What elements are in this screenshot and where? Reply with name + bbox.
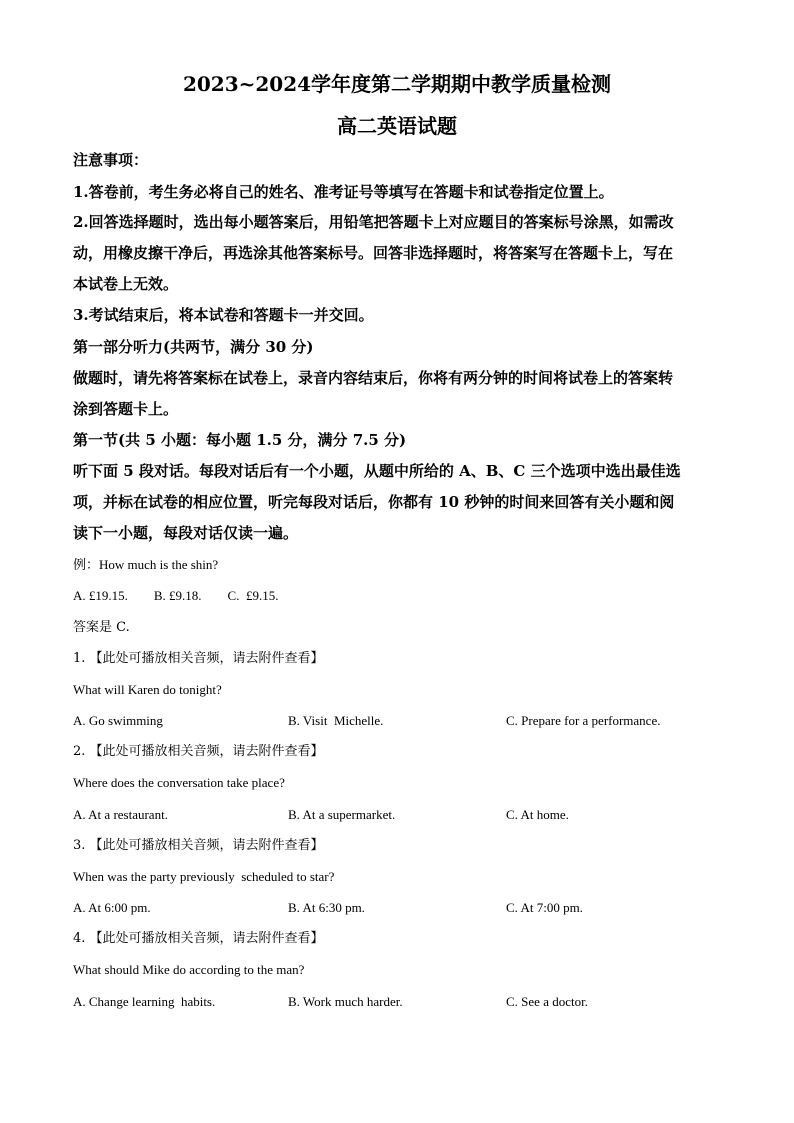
- notice-item-2-line-2: 动，用橡皮擦干净后，再选涂其他答案标号。回答非选择题时，将答案写在答题卡上，写在: [73, 244, 674, 262]
- question-2-text: Where does the conversation take place?: [73, 775, 285, 790]
- question-1-audio: 1. 【此处可播放相关音频，请去附件查看】: [73, 651, 324, 666]
- exam-subtitle: 高二英语试题: [337, 114, 457, 138]
- question-1-text: What will Karen do tonight?: [73, 682, 222, 697]
- question-2-audio: 2. 【此处可播放相关音频，请去附件查看】: [73, 744, 324, 759]
- question-3-text: When was the party previously scheduled to star?: [73, 869, 335, 884]
- question-4-option-a: A. Change learning habits.: [73, 994, 216, 1009]
- question-2-option-c: C. At home.: [506, 807, 569, 822]
- question-4-text: What should Mike do according to the man?: [73, 962, 305, 977]
- question-1-option-c: C. Prepare for a performance.: [506, 713, 661, 728]
- part1-intro-line-2: 涂到答题卡上。: [73, 400, 179, 418]
- example-options: A. £19.15. B. £9.18. C. £9.15.: [73, 588, 279, 603]
- example-question: 例：How much is the shin?: [73, 557, 219, 572]
- part1-heading: 第一部分听力(共两节，满分 30 分): [73, 338, 314, 356]
- section1-instr-line-2: 项，并标在试卷的相应位置，听完每段对话后，你都有 10 秒钟的时间来回答有关小题和阅: [73, 493, 675, 511]
- section1-heading: 第一节(共 5 小题：每小题 1.5 分，满分 7.5 分): [73, 431, 407, 449]
- question-1-option-b: B. Visit Michelle.: [288, 713, 384, 728]
- section1-instr-line-1: 听下面 5 段对话。每段对话后有一个小题，从题中所给的 A、B、C 三个选项中选出最佳选: [73, 462, 681, 480]
- question-3-option-a: A. At 6:00 pm.: [73, 900, 151, 915]
- question-2-option-b: B. At a supermarket.: [288, 807, 396, 822]
- part1-intro-line-1: 做题时，请先将答案标在试卷上，录音内容结束后，你将有两分钟的时间将试卷上的答案转: [73, 369, 674, 387]
- notice-item-2-line-1: 2.回答选择题时，选出每小题答案后，用铅笔把答题卡上对应题目的答案标号涂黑，如需改: [73, 213, 674, 231]
- question-3-option-b: B. At 6:30 pm.: [288, 900, 365, 915]
- question-1-option-a: A. Go swimming: [73, 713, 163, 728]
- notice-item-1: 1.答卷前，考生务必将自己的姓名、准考证号等填写在答题卡和试卷指定位置上。: [73, 183, 614, 201]
- notice-item-2-line-3: 本试卷上无效。: [73, 275, 179, 293]
- exam-title: 2023~2024学年度第二学期期中教学质量检测: [182, 72, 612, 96]
- question-3-audio: 3. 【此处可播放相关音频，请去附件查看】: [73, 838, 324, 853]
- question-4-option-c: C. See a doctor.: [506, 994, 588, 1009]
- notice-heading: 注意事项：: [73, 151, 149, 169]
- question-4-audio: 4. 【此处可播放相关音频，请去附件查看】: [73, 931, 324, 946]
- section1-instr-line-3: 读下一小题，每段对话仅读一遍。: [73, 524, 299, 542]
- question-3-option-c: C. At 7:00 pm.: [506, 900, 583, 915]
- question-4-option-b: B. Work much harder.: [288, 994, 403, 1009]
- question-2-option-a: A. At a restaurant.: [73, 807, 168, 822]
- example-answer: 答案是 C.: [73, 620, 130, 635]
- notice-item-3: 3.考试结束后，将本试卷和答题卡一并交回。: [73, 306, 374, 324]
